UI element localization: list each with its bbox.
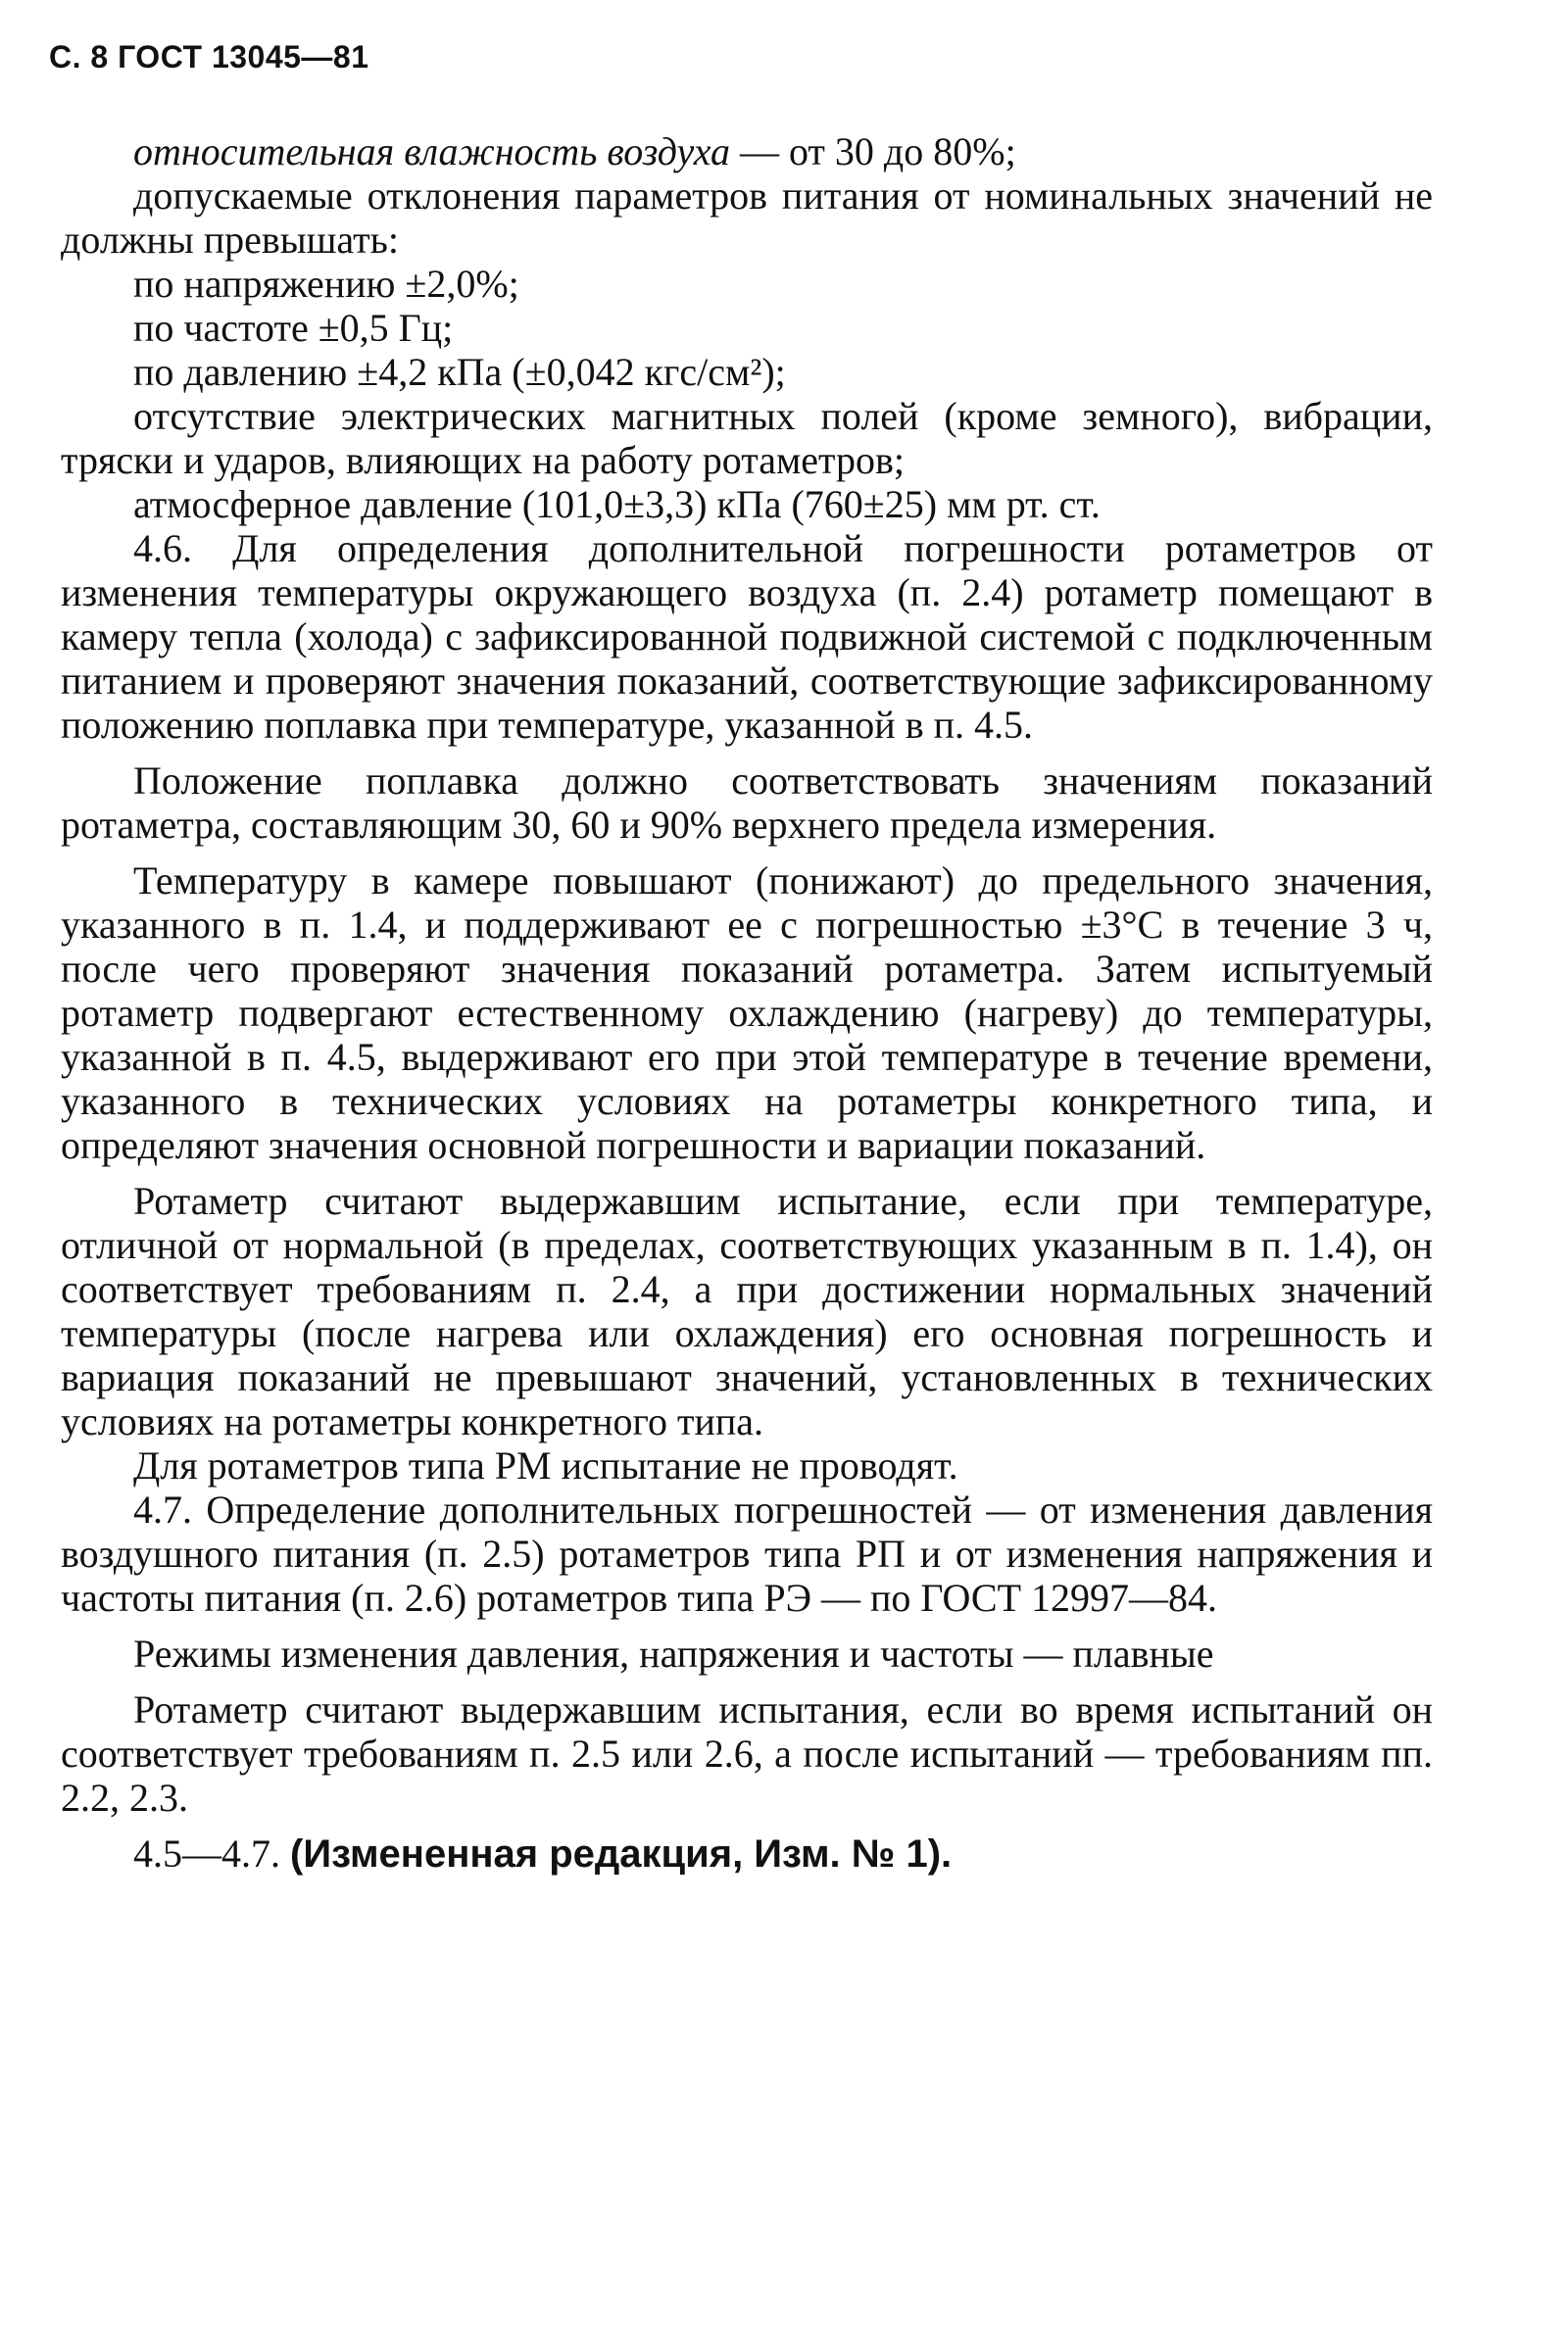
paragraph-humidity	[61, 129, 1433, 173]
paragraph-modes: Режимы изменения давления, напряжения и частоты — плавные	[133, 1632, 1214, 1676]
paragraph-chamber-temperature: Температуру в камере повышают (понижают) до предельного значения, указанного в п. 1.4, и поддерживают ее с погрешностью ±3°С в течение 3 ч, после чего проверяют значения показаний ротаметра. Затем испытуемый ротаметр подвергают естественному охлаждению (нагреву) до температуры, указанной в п. 4.5, выдерживают его при этой температуре в течение времени, указанного в технических условиях на ротаметры конкретного типа, и определяют значения основной погрешности и вариации показаний.	[61, 858, 1433, 1167]
revision-range: 4.5—4.7.	[133, 1831, 290, 1876]
paragraph-voltage: по напряжению ±2,0%;	[133, 262, 519, 306]
revision-label: (Измененная редакция, Изм. № 1).	[290, 1832, 953, 1876]
paragraph-section-4-6: 4.6. Для определения дополнительной погрешности ротаметров от изменения температуры окружающего воздуха (п. 2.4) ротаметр помещают в камеру тепла (холода) с зафиксированной подвижной системой с подключенным питанием и проверяют значения показаний, соответствующие зафиксированному положению поплавка при температуре, указанной в п. 4.5.	[61, 526, 1433, 747]
humidity-value: — от 30 до 80%;	[729, 129, 1016, 173]
paragraph-atmospheric-pressure: атмосферное давление (101,0±3,3) кПа (760±25) мм рт. ст.	[133, 482, 1101, 526]
paragraph-no-fields: отсутствие электрических магнитных полей (кроме земного), вибрации, тряски и ударов, влияющих на работу ротаметров;	[61, 394, 1433, 482]
paragraph-rm-type: Для ротаметров типа РМ испытание не проводят.	[133, 1443, 958, 1488]
paragraph-pressure: по давлению ±4,2 кПа (±0,042 кгс/см²);	[133, 350, 786, 394]
document-body	[61, 129, 1433, 1877]
paragraph-deviations: допускаемые отклонения параметров питания от номинальных значений не должны превышать:	[61, 173, 1433, 262]
paragraph-float-position: Положение поплавка должно соответствовать значениям показаний ротаметра, составляющим 30, 60 и 90% верхнего предела измерения.	[61, 758, 1433, 847]
paragraph-section-4-7: 4.7. Определение дополнительных погрешностей — от изменения давления воздушного питания (п. 2.5) ротаметров типа РП и от изменения напряжения и частоты питания (п. 2.6) ротаметров типа РЭ — по ГОСТ 12997—84.	[61, 1488, 1433, 1620]
paragraph-tests-passed: Ротаметр считают выдержавшим испытания, если во время испытаний он соответствует требованиям п. 2.5 или 2.6, а после испытаний — требованиям пп. 2.2, 2.3.	[61, 1687, 1433, 1820]
paragraph-revision-note	[61, 1831, 1433, 1877]
paragraph-test-passed: Ротаметр считают выдержавшим испытание, если при температуре, отличной от нормальной (в пределах, соответствующих указанным в п. 1.4), он соответствует требованиям п. 2.4, а при достижении нормальных значений температуры (после нагрева или охлаждения) его основная погрешность и вариация показаний не превышают значений, установленных в технических условиях на ротаметры конкретного типа.	[61, 1179, 1433, 1443]
humidity-label: относительная влажность воздуха	[133, 129, 730, 173]
paragraph-frequency: по частоте ±0,5 Гц;	[133, 306, 454, 350]
page-header: С. 8 ГОСТ 13045—81	[49, 39, 369, 74]
